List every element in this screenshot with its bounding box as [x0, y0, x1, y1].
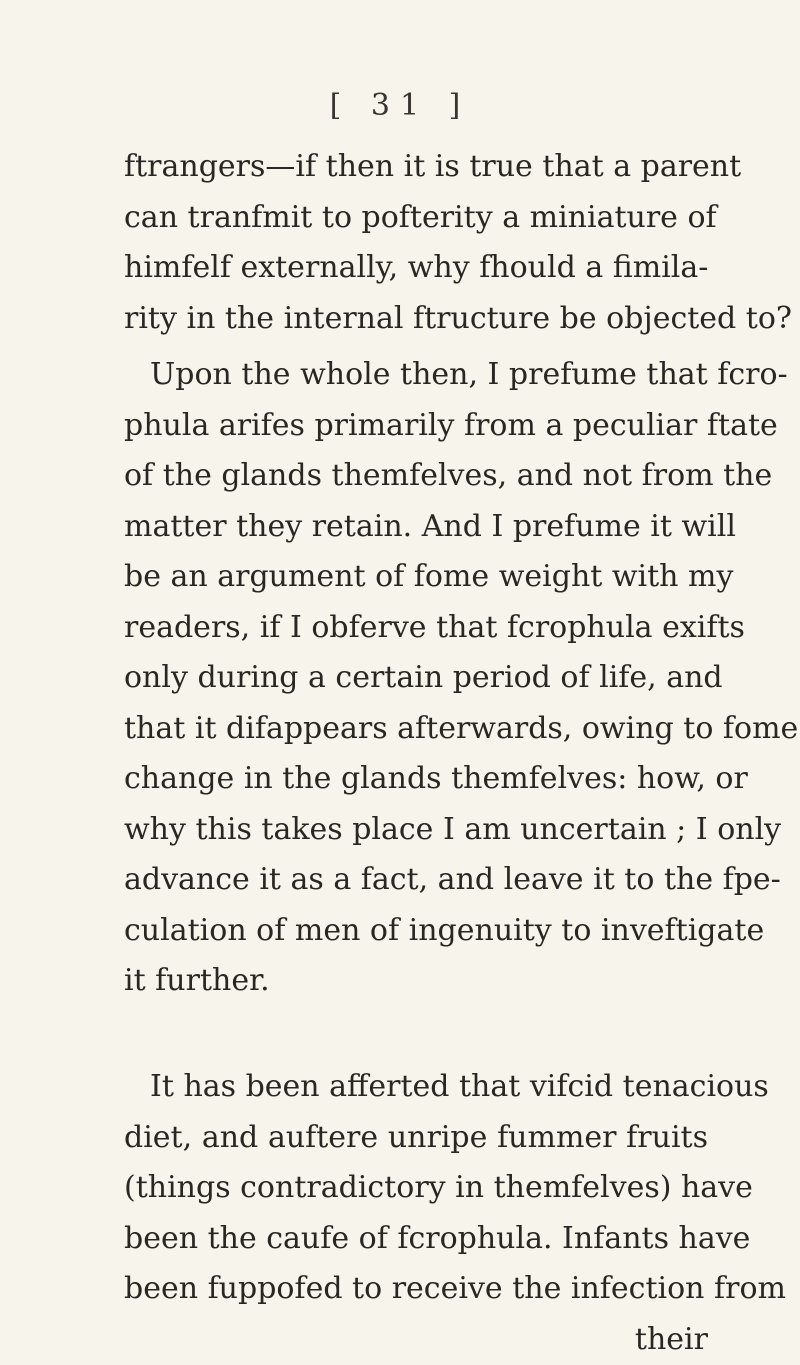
- text-line: advance it as a fact, and leave it to the fpe-: [124, 855, 708, 906]
- text-line: readers, if I obferve that fcrophula exifts: [124, 603, 708, 654]
- text-line: it further.: [124, 956, 708, 1007]
- text-line: It has been afferted that vifcid tenacious: [124, 1062, 708, 1113]
- text-line: been fuppofed to receive the infection from: [124, 1264, 708, 1315]
- text-line: (things contradictory in themfelves) have: [124, 1163, 708, 1214]
- text-line: be an argument of fome weight with my: [124, 552, 708, 603]
- text-line: that it difappears afterwards, owing to fome: [124, 704, 708, 755]
- paragraph-1: [124, 142, 708, 344]
- text-line: matter they retain. And I prefume it will: [124, 502, 708, 553]
- text-line: of the glands themfelves, and not from the: [124, 451, 708, 502]
- text-line: only during a certain period of life, and: [124, 653, 708, 704]
- page-number: [ 31 ]: [0, 88, 800, 123]
- text-line: ftrangers—if then it is true that a parent: [124, 142, 708, 193]
- text-line: himfelf externally, why fhould a fimila-: [124, 243, 708, 294]
- text-line: Upon the whole then, I prefume that fcro-: [124, 350, 708, 401]
- text-line: diet, and auftere unripe fummer fruits: [124, 1113, 708, 1164]
- text-line: change in the glands themfelves: how, or: [124, 754, 708, 805]
- text-line: culation of men of ingenuity to inveftigate: [124, 906, 708, 957]
- text-line: phula arifes primarily from a peculiar ftate: [124, 401, 708, 452]
- text-line: rity in the internal ftructure be objected to?: [124, 294, 708, 345]
- paragraph-3: [124, 1062, 708, 1365]
- text-line: why this takes place I am uncertain ; I only: [124, 805, 708, 856]
- paragraph-2: [124, 350, 708, 1007]
- text-line: can tranfmit to pofterity a miniature of: [124, 193, 708, 244]
- catchword: their: [124, 1315, 708, 1365]
- text-line: been the caufe of fcrophula. Infants have: [124, 1214, 708, 1265]
